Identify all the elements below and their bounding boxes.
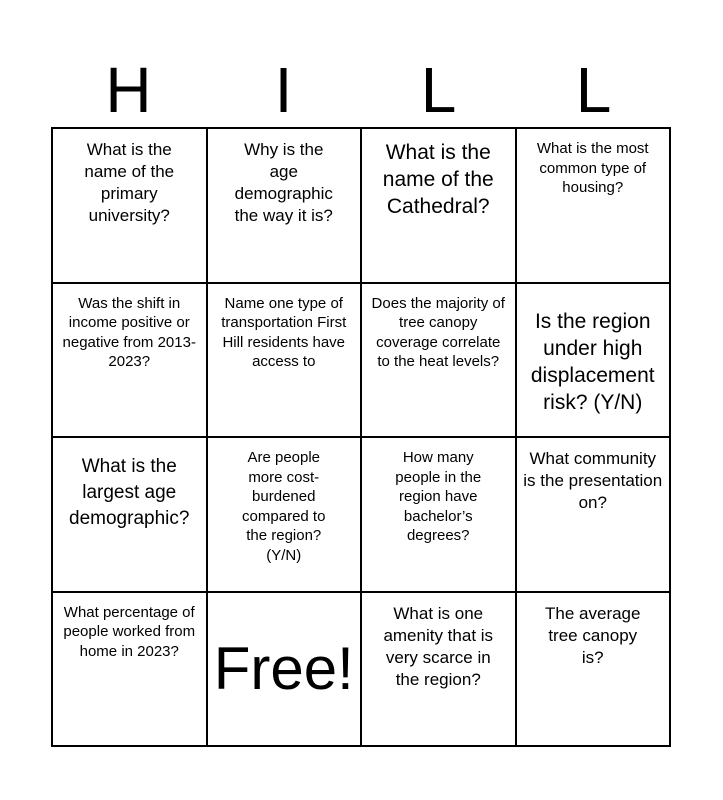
cell-question: What is one amenity that is very scarce in the region? <box>383 603 494 689</box>
bingo-cell-r3c2[interactable] <box>208 438 363 593</box>
bingo-cell-r1c2[interactable] <box>208 129 363 284</box>
bingo-cell-r1c1[interactable] <box>53 129 208 284</box>
cell-question: Name one type of transportation First Hill residents have access to <box>221 294 347 370</box>
free-space-label: Free! <box>213 634 354 702</box>
bingo-cell-r1c3[interactable] <box>362 129 517 284</box>
cell-question: Are people more cost-burdened compared to the region? (Y/N) <box>242 449 326 564</box>
bingo-cell-free[interactable] <box>208 593 363 748</box>
header-letter-l: L <box>420 54 457 126</box>
header-letter-l-2: L <box>575 54 612 126</box>
cell-question: Was the shift in income positive or negative from 2013-2023? <box>62 294 196 370</box>
cell-question: Why is the age demographic the way it is? <box>234 140 333 225</box>
bingo-cell-r3c4[interactable] <box>517 438 672 593</box>
bingo-cell-r3c1[interactable] <box>53 438 208 593</box>
cell-question: What community is the presentation on? <box>523 449 663 512</box>
bingo-cell-r2c4[interactable] <box>517 284 672 439</box>
bingo-cell-r2c1[interactable] <box>53 284 208 439</box>
cell-question: Does the majority of tree canopy coverage correlate to the heat levels? <box>371 294 505 370</box>
header-letter-h: H <box>105 54 152 126</box>
bingo-cell-r3c3[interactable] <box>362 438 517 593</box>
bingo-header <box>51 52 671 128</box>
bingo-cell-r1c4[interactable] <box>517 129 672 284</box>
cell-question: What is the name of the Cathedral? <box>382 141 494 218</box>
bingo-cell-r4c3[interactable] <box>362 593 517 748</box>
cell-question: How many people in the region have bachelor’s degrees? <box>395 449 482 544</box>
bingo-grid <box>51 127 671 747</box>
cell-question: What is the most common type of housing? <box>536 140 649 196</box>
cell-question: The average tree canopy is? <box>545 603 641 667</box>
header-letter-i: I <box>274 54 293 126</box>
cell-question: What percentage of people worked from home in 2023? <box>63 603 196 660</box>
bingo-cell-r4c1[interactable] <box>53 593 208 748</box>
bingo-cell-r2c2[interactable] <box>208 284 363 439</box>
bingo-cell-r2c3[interactable] <box>362 284 517 439</box>
cell-question: What is the name of the primary university? <box>84 140 175 225</box>
cell-question: Is the region under high displacement risk? (Y/N) <box>530 309 655 414</box>
bingo-cell-r4c4[interactable] <box>517 593 672 748</box>
cell-question: What is the largest age demographic? <box>69 456 190 529</box>
